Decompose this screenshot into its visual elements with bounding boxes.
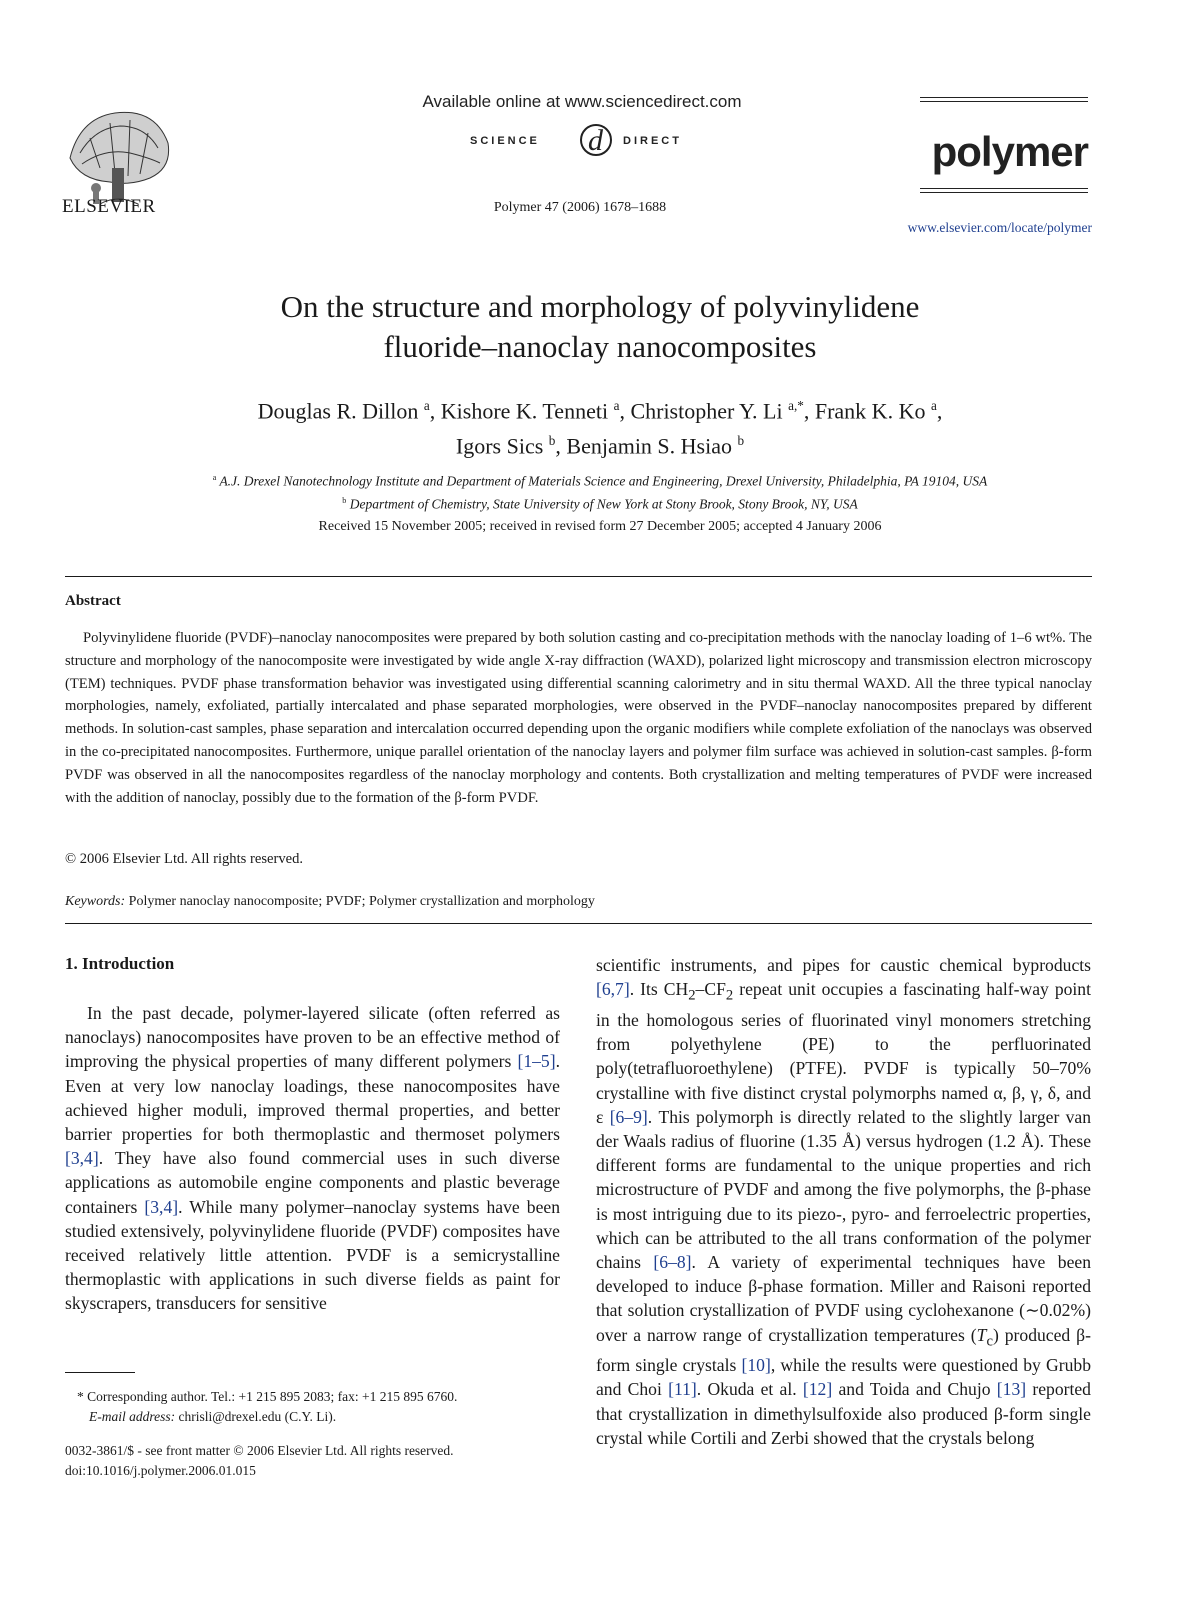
svg-text:d: d xyxy=(588,124,603,157)
text-run: In the past decade, polymer-layered silicate (often referred as nanoclays) nanocomposites have proven to be an effective method of improving the physical properties of many different polymers xyxy=(65,1003,560,1072)
author-line-1: Douglas R. Dillon $^a$, Kishore K. Tenneti $^a$, Christopher Y. Li $^{a,*}$, Frank K. Ko $^a$, xyxy=(257,398,943,424)
citation-link[interactable]: [13] xyxy=(996,1379,1027,1400)
doi-line[interactable]: doi:10.1016/j.polymer.2006.01.015 xyxy=(65,1463,256,1478)
author-affiliation-mark: a xyxy=(423,398,430,413)
text-run: scientific instruments, and pipes for caustic chemical byproducts xyxy=(596,955,1091,975)
author-affiliation-mark: b xyxy=(548,433,556,449)
text-run: repeat unit occupies a fascinating half-way point in the homologous series of fluorinated vinyl monomers stretching from polyethylene (PE) to the perfluorinated poly(tetrafluoroethylene) (PTFE). PVDF is typically 50–70% crystalline with five distinct crystal polymorphs named α, β, γ, δ, and ε xyxy=(596,979,1091,1127)
text-run: . A variety of experimental techniques have been developed to induce β-phase formation. Miller and Raisoni reported that solution crystallization of PVDF using cyclohexanone (∼0.02%) over a narrow range of crystallization temperatures ( xyxy=(596,1251,1091,1345)
journal-reference: Polymer 47 (2006) 1678–1688 xyxy=(493,200,667,215)
abstract-heading: Abstract xyxy=(65,593,121,609)
affiliations xyxy=(70,468,1130,513)
affiliation-b xyxy=(70,491,1130,514)
text-run: . Even at very low nanoclay loadings, these nanocomposites have achieved higher moduli, improved thermal properties, and better barrier properties for both thermoplastic and thermoset polymers xyxy=(65,1051,560,1145)
corresponding-author-footnote xyxy=(65,1387,457,1427)
svg-text:SCIENCE: SCIENCE xyxy=(470,135,540,147)
masthead-rule xyxy=(920,188,1088,189)
masthead-rule xyxy=(920,101,1088,102)
citation-link[interactable]: [12] xyxy=(802,1379,833,1400)
title-line-2: fluoride–nanoclay nanocomposites xyxy=(383,329,817,364)
email-label: E-mail address: xyxy=(89,1409,176,1424)
subscript: 2 xyxy=(688,987,696,1004)
footnote-rule xyxy=(65,1372,135,1373)
author-line-2: Igors Sics $^b$, Benjamin S. Hsiao $^b$ xyxy=(455,433,745,459)
author-name: Christopher Y. Li xyxy=(630,398,783,424)
article-title xyxy=(120,287,1080,367)
journal-masthead xyxy=(920,97,1088,196)
author-name: Kishore K. Tenneti xyxy=(440,398,609,424)
affiliation-mark: b xyxy=(342,495,347,505)
available-online-text: Available online at www.sciencedirect.com xyxy=(422,92,742,111)
text-run: . They have also found commercial uses in such diverse applications as automobile engine components and plastic beverage containers xyxy=(65,1148,560,1217)
citation-link[interactable]: [6,7] xyxy=(596,979,630,1000)
citation-link[interactable]: [3,4] xyxy=(144,1196,179,1217)
author-name: Benjamin S. Hsiao xyxy=(566,433,732,459)
corresponding-line: * Corresponding author. Tel.: +1 215 895 2083; fax: +1 215 895 6760. xyxy=(77,1389,458,1404)
affiliation-a xyxy=(70,468,1130,491)
journal-url-link[interactable]: www.elsevier.com/locate/polymer xyxy=(907,220,1092,235)
divider xyxy=(65,576,1092,577)
author-affiliation-mark: a xyxy=(930,398,937,413)
citation-link[interactable]: [6–9] xyxy=(609,1106,648,1127)
citation-link[interactable]: [6–8] xyxy=(653,1251,692,1272)
author-affiliation-mark: b xyxy=(737,433,745,449)
citation-link[interactable]: [3,4] xyxy=(65,1148,99,1169)
author-name: Frank K. Ko xyxy=(814,398,926,424)
right-column-text xyxy=(596,953,1091,1450)
symbol: T xyxy=(976,1324,987,1345)
text-run: and Toida and Chujo xyxy=(832,1379,997,1400)
text-run: , while the results were questioned by Grubb and Choi xyxy=(596,1355,1091,1400)
author-name: Douglas R. Dillon xyxy=(257,398,419,424)
citation-link[interactable]: [10] xyxy=(741,1355,771,1376)
science-direct-logo xyxy=(468,118,728,164)
citation-link[interactable]: [1–5] xyxy=(517,1051,556,1072)
issn-doi xyxy=(65,1441,454,1481)
text-run: . Its CH xyxy=(629,979,689,1000)
affiliation-text: A.J. Drexel Nanotechnology Institute and Department of Materials Science and Engineering, Drexel University, Philadelphia, PA 19104, USA xyxy=(219,473,988,489)
text-run: –CF xyxy=(695,979,726,1000)
left-column-text xyxy=(65,1001,560,1316)
title-line-1: On the structure and morphology of polyvinylidene xyxy=(280,289,920,324)
author-affiliation-mark: a,* xyxy=(788,398,804,413)
author-affiliation-mark: a xyxy=(613,398,620,413)
email-line xyxy=(65,1407,457,1427)
text-run: . This polymorph is directly related to the slightly larger van der Waals radius of fluorine (1.35 Å) versus hydrogen (1.2 Å). These different forms are fundamental to the unique properties and rich microstructure of PVDF and among the five polymorphs, the β-phase is most intriguing due to its piezo-, pyro- and ferroelectric properties, which can be attributed to the all trans conformation of the polymer chains xyxy=(596,1106,1091,1272)
abstract-copyright: © 2006 Elsevier Ltd. All rights reserved. xyxy=(65,851,304,867)
masthead-rule xyxy=(920,192,1088,193)
text-run: . While many polymer–nanoclay systems have been studied extensively, polyvinylidene fluoride (PVDF) composites have received relatively little attention. PVDF is a semicrystalline thermoplastic with applications in such diverse fields as paint for skyscrapers, transducers for sensitive xyxy=(65,1196,560,1314)
divider xyxy=(65,923,1092,924)
citation-link[interactable]: [11] xyxy=(668,1379,697,1400)
author-list xyxy=(120,391,1080,462)
masthead-rule xyxy=(920,97,1088,98)
section-heading: 1. Introduction xyxy=(65,954,175,973)
subscript: 2 xyxy=(725,987,734,1004)
subscript: c xyxy=(986,1333,993,1350)
author-name: Igors Sics xyxy=(455,433,544,459)
keywords-label: Keywords: xyxy=(65,894,126,909)
affiliation-text: Department of Chemistry, State University of New York at Stony Brook, Stony Brook, NY, USA xyxy=(349,496,858,511)
affiliation-mark: a xyxy=(212,473,217,482)
received-dates: Received 15 November 2005; received in revised form 27 December 2005; accepted 4 January 2006 xyxy=(318,519,882,534)
text-run: ) produced β-form single crystals xyxy=(596,1324,1091,1376)
text-run: . Okuda et al. xyxy=(696,1379,803,1400)
publisher-name: ELSEVIER xyxy=(62,196,156,217)
abstract-text: Polyvinylidene fluoride (PVDF)–nanoclay nanocomposites were prepared by both solution casting and co-precipitation methods with the nanoclay loading of 1–6 wt%. The structure and morphology of the nanocomposite were investigated by wide angle X-ray diffraction (WAXD), polarized light microscopy and transmission electron microscopy (TEM) techniques. PVDF phase transformation behavior was investigated using differential scanning calorimetry and in situ thermal WAXD. All the three typical nanoclay morphologies, namely, exfoliated, partially intercalated and phase separated morphologies, were observed in the PVDF–nanoclay nanocomposites prepared by different methods. In solution-cast samples, phase separation and intercalation occurred depending upon the organic modifiers while complete exfoliation of the nanoclays was observed in the co-precipitated nanocomposites. Furthermore, unique parallel orientation of the nanoclay layers and polymer film surface was achieved in solution-cast samples. β-form PVDF was observed in all the nanocomposites regardless of the nanoclay morphology and contents. Both crystallization and melting temperatures of PVDF were increased with the addition of nanoclay, possibly due to the formation of the β-form PVDF. xyxy=(65,630,1092,806)
journal-name: polymer xyxy=(931,128,1088,175)
email-address[interactable]: chrisli@drexel.edu (C.Y. Li). xyxy=(178,1409,337,1424)
issn-line: 0032-3861/$ - see front matter © 2006 Elsevier Ltd. All rights reserved. xyxy=(65,1443,454,1458)
keywords-text: Polymer nanoclay nanocomposite; PVDF; Polymer crystallization and morphology xyxy=(128,894,595,909)
keywords xyxy=(65,894,595,910)
text-run: reported that crystallization in dimethylsulfoxide also produced β-form single crystal while Cortili and Zerbi showed that the crystals belong xyxy=(596,1379,1091,1448)
svg-text:DIRECT: DIRECT xyxy=(623,135,682,147)
